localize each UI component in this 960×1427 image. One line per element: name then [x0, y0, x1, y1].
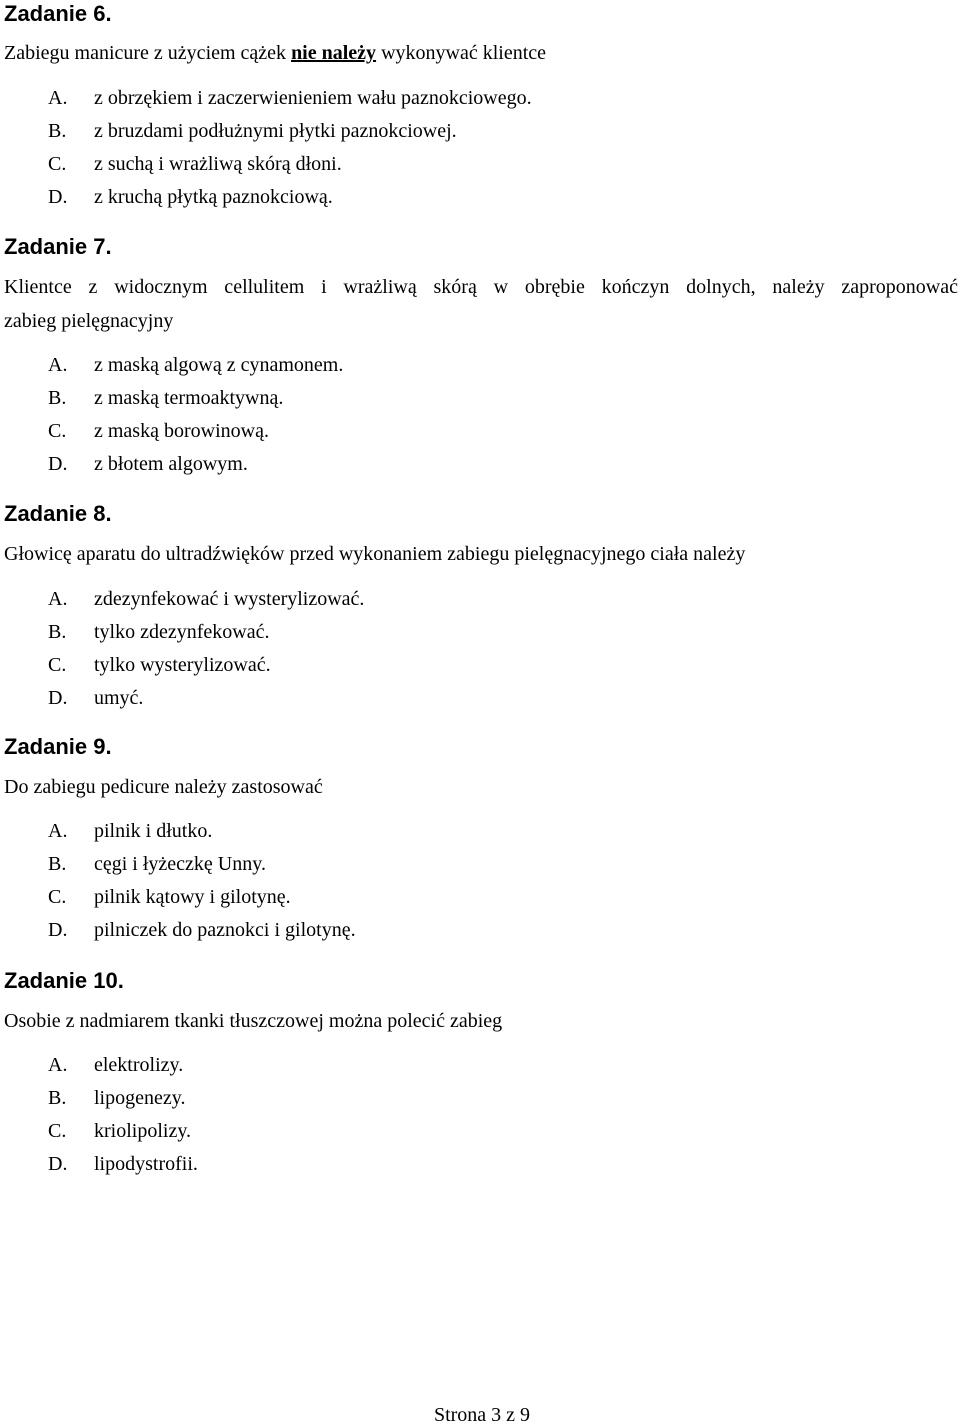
option-letter: B.	[48, 1087, 67, 1109]
option-text: z maską termoaktywną.	[94, 387, 284, 409]
option-letter: A.	[48, 87, 68, 109]
option-text: z suchą i wrażliwą skórą dłoni.	[94, 153, 342, 175]
option-letter: B.	[48, 621, 67, 643]
task-9-title: Zadanie 9.	[4, 734, 112, 759]
task-7-question-line-1: Klientce z widocznym cellulitem i wrażliwą skórą w obrębie kończyn dolnych, należy zaproponować	[4, 276, 958, 298]
option-letter: D.	[48, 453, 68, 475]
option-text: elektrolizy.	[94, 1054, 184, 1076]
option-text: lipogenezy.	[94, 1087, 186, 1109]
task-6-question-start: Zabiegu manicure z użyciem cążek	[4, 42, 292, 64]
task-6-question	[4, 36, 960, 70]
option-letter: C.	[48, 1120, 67, 1142]
task-8-question: Głowicę aparatu do ultradźwięków przed wykonaniem zabiegu pielęgnacyjnego ciała należy	[4, 543, 746, 565]
option-letter: A.	[48, 354, 68, 376]
task-9-question: Do zabiegu pedicure należy zastosować	[4, 776, 323, 798]
task-8-title: Zadanie 8.	[4, 501, 112, 526]
option-letter: D.	[48, 919, 68, 941]
page-footer	[0, 1403, 960, 1427]
option-text: z obrzękiem i zaczerwienieniem wału paznokciowego.	[94, 87, 532, 109]
option-text: zdezynfekować i wysterylizować.	[94, 588, 365, 610]
option-text: z maską algową z cynamonem.	[94, 354, 344, 376]
option-letter: D.	[48, 186, 68, 208]
option-text: z maską borowinową.	[94, 420, 269, 442]
task-7-question	[4, 270, 958, 338]
task-7-question-line-2: zabieg pielęgnacyjny	[4, 310, 174, 332]
option-letter: C.	[48, 654, 67, 676]
task-7-title: Zadanie 7.	[4, 234, 112, 259]
option-text: pilnik kątowy i gilotynę.	[94, 886, 291, 908]
option-text: lipodystrofii.	[94, 1153, 198, 1175]
option-text: pilnik i dłutko.	[94, 820, 213, 842]
option-text: umyć.	[94, 687, 144, 709]
task-6-title: Zadanie 6.	[4, 1, 112, 26]
task-6-question-end: wykonywać klientce	[376, 42, 547, 64]
option-text: cęgi i łyżeczkę Unny.	[94, 853, 266, 875]
task-6-question-emphasis: nie należy	[291, 42, 377, 64]
task-10-title: Zadanie 10.	[4, 968, 124, 993]
option-letter: B.	[48, 853, 67, 875]
option-letter: A.	[48, 588, 68, 610]
option-text: kriolipolizy.	[94, 1120, 192, 1142]
option-letter: D.	[48, 687, 68, 709]
option-letter: B.	[48, 387, 67, 409]
option-letter: C.	[48, 153, 67, 175]
task-10-question: Osobie z nadmiarem tkanki tłuszczowej można polecić zabieg	[4, 1010, 503, 1032]
option-text: tylko zdezynfekować.	[94, 621, 270, 643]
option-text: z bruzdami podłużnymi płytki paznokciowej.	[94, 120, 457, 142]
page-number: Strona 3 z 9	[433, 1404, 531, 1426]
option-text: pilniczek do paznokci i gilotynę.	[94, 919, 356, 941]
option-letter: A.	[48, 820, 68, 842]
option-letter: B.	[48, 120, 67, 142]
option-text: z błotem algowym.	[94, 453, 248, 475]
option-letter: C.	[48, 420, 67, 442]
option-letter: A.	[48, 1054, 68, 1076]
option-letter: D.	[48, 1153, 68, 1175]
option-letter: C.	[48, 886, 67, 908]
option-text: z kruchą płytką paznokciową.	[94, 186, 333, 208]
option-text: tylko wysterylizować.	[94, 654, 271, 676]
